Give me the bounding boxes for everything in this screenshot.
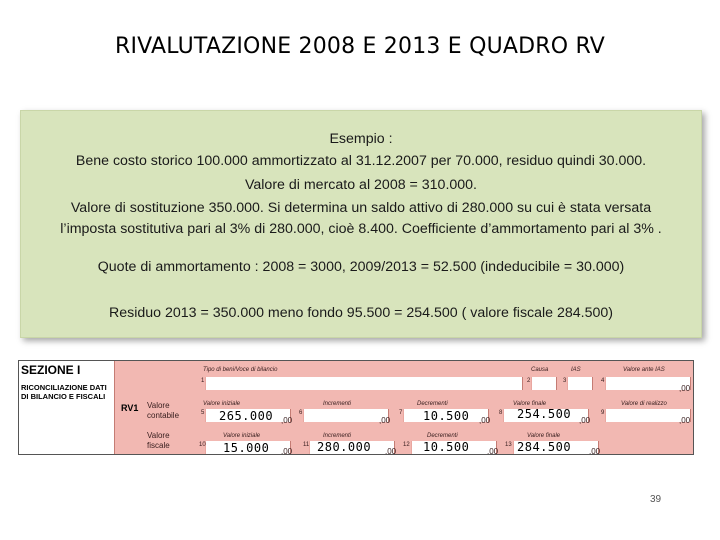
value-fiscale-finale: 284.500 [517,440,572,454]
field-ias[interactable] [567,377,593,390]
header-decrementi: Decrementi [417,401,448,407]
header-valore-finale: Valore finale [513,401,547,407]
value-contabile-iniziale: 265.000 [219,409,274,423]
example-line: l’imposta sostitutiva pari al 3% di 280.000, cioè 8.400. Coefficiente d’ammortamento pari al 3% . [60,221,662,237]
example-line: Residuo 2013 = 350.000 meno fondo 95.500 = 254.500 ( valore fiscale 284.500) [108,305,614,321]
header-decrementi: Decrementi [427,433,458,439]
cents: ,00 [281,416,293,425]
cents: ,00 [479,416,491,425]
example-line: Quote di ammortamento : 2008 = 3000, 2009/2013 = 52.500 (indeducibile = 30.000) [97,259,625,275]
section-subtitle: RICONCILIAZIONE DATI DI BILANCIO E FISCALI [21,383,107,401]
cents: ,00 [679,416,691,425]
header-ias: IAS [571,367,581,373]
value-contabile-decrementi: 10.500 [423,409,470,423]
example-line: Valore di mercato al 2008 = 310.000. [244,177,477,193]
tax-form-rv [18,360,694,455]
cents: ,00 [487,447,499,455]
header-causa: Causa [531,367,549,373]
row-code: RV1 [121,403,139,413]
field-number: 2 [527,378,531,384]
header-valore-ante-ias: Valore ante IAS [623,367,665,373]
field-number: 10 [199,442,206,448]
value-contabile-finale: 254.500 [517,407,572,421]
example-box [20,110,702,338]
value-fiscale-iniziale: 15.000 [223,441,270,455]
section-title: SEZIONE I [21,363,81,377]
cents: ,00 [579,416,591,425]
header-tipo-beni: Tipo di beni/Voce di bilancio [203,367,278,373]
field-contabile-incrementi[interactable] [303,409,389,422]
cents: ,00 [589,447,601,455]
label-valore-fiscale: Valore fiscale [147,431,170,450]
value-fiscale-decrementi: 10.500 [423,440,470,454]
field-number: 9 [601,410,605,416]
field-number: 12 [403,442,410,448]
field-number: 13 [505,442,512,448]
example-line: Bene costo storico 100.000 ammortizzato al 31.12.2007 per 70.000, residuo quindi 30.000. [75,153,647,169]
field-number: 4 [601,378,605,384]
header-valore-iniziale: Valore iniziale [203,401,241,407]
cents-ante-ias: ,00 [679,384,691,393]
cents: ,00 [281,447,293,455]
field-tipo-beni[interactable] [205,377,523,390]
section-panel [19,361,115,454]
header-valore-finale: Valore finale [527,433,561,439]
header-valore-iniziale: Valore iniziale [223,433,261,439]
field-number: 5 [201,410,205,416]
cents: ,00 [385,447,397,455]
field-number: 8 [499,410,503,416]
page-number: 39 [650,494,662,505]
cents: ,00 [379,416,391,425]
field-number: 7 [399,410,403,416]
header-incrementi: Incrementi [323,433,352,439]
field-causa[interactable] [531,377,557,390]
example-heading: Esempio : [329,131,393,147]
field-number: 1 [201,378,205,384]
field-number: 6 [299,410,303,416]
header-incrementi: Incrementi [323,401,352,407]
field-number: 3 [563,378,567,384]
example-line: Valore di sostituzione 350.000. Si determina un saldo attivo di 280.000 su cui è stata versata [70,200,652,216]
field-number: 11 [303,442,310,448]
label-valore-contabile: Valore contabile [147,401,180,420]
page-title: RIVALUTAZIONE 2008 E 2013 E QUADRO RV [114,34,606,59]
value-fiscale-incrementi: 280.000 [317,440,372,454]
header-valore-realizzo: Valore di realizzo [621,401,667,407]
